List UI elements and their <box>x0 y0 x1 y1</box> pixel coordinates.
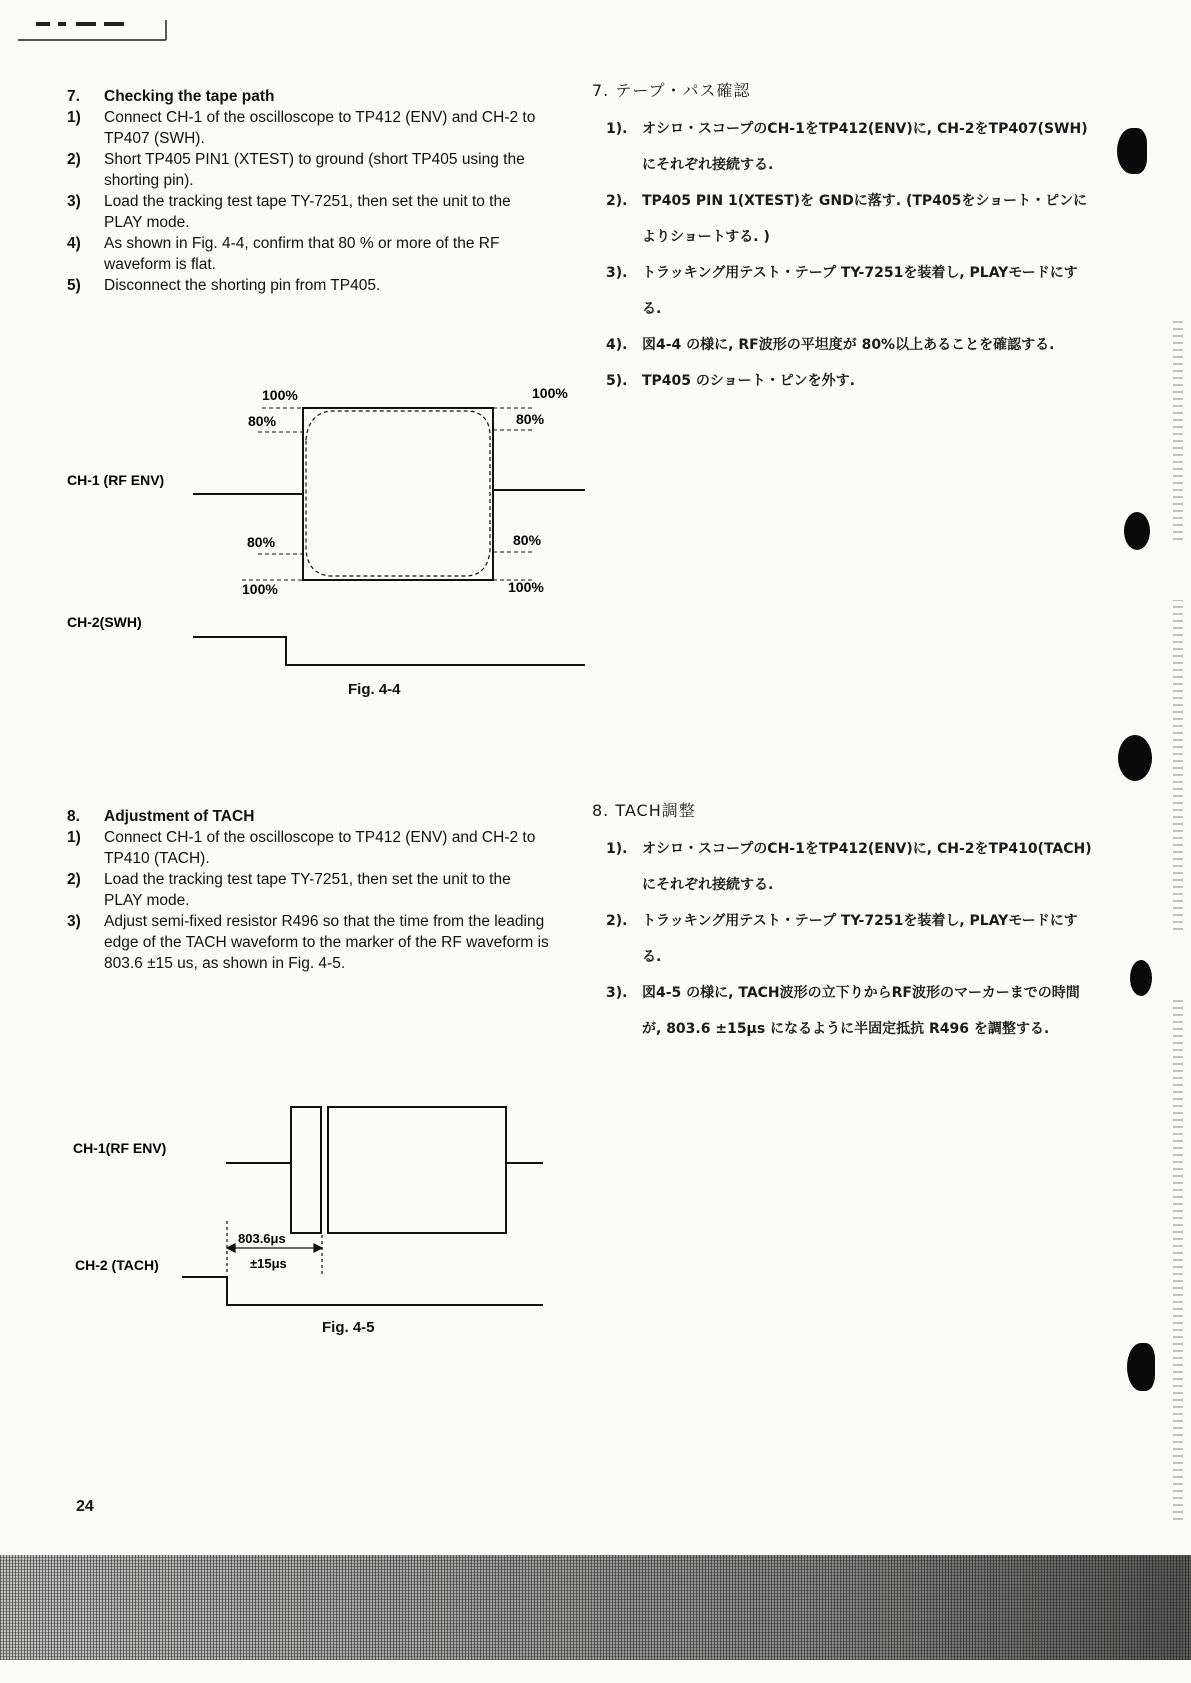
punch-hole-3 <box>1118 735 1152 781</box>
step-number: 2) <box>67 871 81 888</box>
fig44-flatness-curve <box>306 411 490 576</box>
section-7-jp-steps <box>592 111 1092 399</box>
page-edge-shadow-1 <box>1173 320 1183 540</box>
fig45-ch2-label: CH-2 (TACH) <box>75 1257 159 1273</box>
fig44-ch2-label: CH-2(SWH) <box>67 614 142 630</box>
step-text: Adjust semi-fixed resistor R496 so that the time from the leading edge of the TACH waveform to the marker of the RF waveform is 803.6 ±15 us, as shown in Fig. 4-5. <box>104 913 549 972</box>
step-text: 図4-5 の様に, TACH波形の立下りからRF波形のマーカーまでの時間が, 803.6 ±15μs になるように半固定抵抗 R496 を調整する. <box>642 985 1080 1037</box>
fig44-100-bottom-left: 100% <box>242 581 278 597</box>
step-8-3 <box>67 911 552 974</box>
fig44-80-top-left: 80% <box>248 413 277 429</box>
section-7-steps <box>67 107 549 296</box>
punch-hole-2 <box>1124 512 1150 550</box>
step-8-jp-1 <box>592 831 1092 903</box>
step-7-jp-3 <box>592 255 1092 327</box>
step-text: トラッキング用テスト・テープ TY-7251を装着し, PLAYモードにする. <box>642 913 1078 965</box>
step-text: Load the tracking test tape TY-7251, then set the unit to the PLAY mode. <box>104 871 511 909</box>
figure-4-4 <box>0 370 600 710</box>
step-number: 2) <box>67 151 81 168</box>
fig44-ch1-label: CH-1 (RF ENV) <box>67 472 165 488</box>
step-number: 4). <box>606 337 628 353</box>
header-mark <box>18 14 168 44</box>
section-7-jp-heading: 7. テープ・パス確認 <box>592 81 751 100</box>
fig44-100-bottom-right: 100% <box>508 579 544 595</box>
step-text: Connect CH-1 of the oscilloscope to TP412 (ENV) and CH-2 to TP410 (TACH). <box>104 829 536 867</box>
step-number: 5) <box>67 277 81 294</box>
step-number: 2). <box>606 193 628 209</box>
fig44-ch1-waveform <box>193 408 585 580</box>
fig44-100-top-right: 100% <box>532 385 568 401</box>
fig45-time-value: 803.6μs <box>238 1231 286 1246</box>
page-number: 24 <box>76 1498 94 1515</box>
step-number: 3) <box>67 913 81 930</box>
page-edge-shadow-3 <box>1173 1000 1183 1520</box>
section-8-english <box>67 806 552 974</box>
step-text: Short TP405 PIN1 (XTEST) to ground (short TP405 using the shorting pin). <box>104 151 525 189</box>
section-7-heading <box>67 86 549 107</box>
fig45-ch1-label: CH-1(RF ENV) <box>73 1140 167 1156</box>
step-number: 1) <box>67 829 81 846</box>
section-7-number: 7. <box>67 88 80 105</box>
step-8-jp-2 <box>592 903 1092 975</box>
section-8-jp-heading: 8. TACH調整 <box>592 801 696 820</box>
step-text: オシロ・スコープのCH-1をTP412(ENV)に, CH-2をTP410(TACH) にそれぞれ接続する. <box>642 841 1092 893</box>
fig44-caption: Fig. 4-4 <box>348 681 401 698</box>
step-number: 3) <box>67 193 81 210</box>
step-number: 3). <box>606 985 628 1001</box>
step-number: 3). <box>606 265 628 281</box>
fig44-80-bottom-right: 80% <box>513 532 542 548</box>
figure-4-5 <box>0 1095 600 1335</box>
step-7-3 <box>67 191 549 233</box>
punch-hole-4 <box>1130 960 1152 996</box>
step-text: Disconnect the shorting pin from TP405. <box>104 277 381 294</box>
step-7-2 <box>67 149 549 191</box>
section-8-title: Adjustment of TACH <box>104 808 255 825</box>
fig44-80-bottom-left: 80% <box>247 534 276 550</box>
bottom-scan-band <box>0 1555 1191 1660</box>
step-number: 4) <box>67 235 81 252</box>
fig45-ch1-waveform <box>226 1107 543 1233</box>
fig45-ch2-waveform <box>182 1277 543 1305</box>
step-7-jp-2 <box>592 183 1092 255</box>
section-8-japanese <box>592 798 1092 1047</box>
step-text: トラッキング用テスト・テープ TY-7251を装着し, PLAYモードにする. <box>642 265 1078 317</box>
step-text: 図4-4 の様に, RF波形の平坦度が 80%以上あることを確認する. <box>642 337 1055 353</box>
step-text: TP405 のショート・ピンを外す. <box>642 373 855 389</box>
step-8-jp-3 <box>592 975 1092 1047</box>
step-text: As shown in Fig. 4-4, confirm that 80 % or more of the RF waveform is flat. <box>104 235 500 273</box>
fig45-time-tolerance: ±15μs <box>250 1256 287 1271</box>
step-number: 1) <box>67 109 81 126</box>
step-8-2 <box>67 869 552 911</box>
step-number: 5). <box>606 373 628 389</box>
punch-hole-5 <box>1127 1343 1155 1391</box>
step-number: 2). <box>606 913 628 929</box>
step-text: Load the tracking test tape TY-7251, then set the unit to the PLAY mode. <box>104 193 511 231</box>
step-number: 1). <box>606 841 628 857</box>
section-7-title: Checking the tape path <box>104 88 275 105</box>
section-8-steps <box>67 827 552 974</box>
step-8-1 <box>67 827 552 869</box>
step-text: Connect CH-1 of the oscilloscope to TP412 (ENV) and CH-2 to TP407 (SWH). <box>104 109 536 147</box>
step-7-1 <box>67 107 549 149</box>
step-7-jp-4 <box>592 327 1092 363</box>
fig45-caption: Fig. 4-5 <box>322 1319 375 1336</box>
section-8-jp-steps <box>592 831 1092 1047</box>
section-7-japanese <box>592 78 1092 399</box>
section-8-heading <box>67 806 552 827</box>
fig44-100-top-left: 100% <box>262 387 298 403</box>
fig44-ch2-waveform <box>193 637 585 665</box>
section-7-english <box>67 86 549 296</box>
step-text: TP405 PIN 1(XTEST)を GNDに落す. (TP405をショート・ピンによりショートする. ) <box>642 193 1088 245</box>
step-7-5 <box>67 275 549 296</box>
step-number: 1). <box>606 121 628 137</box>
step-text: オシロ・スコープのCH-1をTP412(ENV)に, CH-2をTP407(SWH)にそれぞれ接続する. <box>642 121 1088 173</box>
step-7-jp-1 <box>592 111 1092 183</box>
punch-hole-1 <box>1117 128 1147 174</box>
section-8-number: 8. <box>67 808 80 825</box>
fig44-80-top-right: 80% <box>516 411 545 427</box>
page-edge-shadow-2 <box>1173 600 1183 930</box>
step-7-4 <box>67 233 549 275</box>
step-7-jp-5 <box>592 363 1092 399</box>
